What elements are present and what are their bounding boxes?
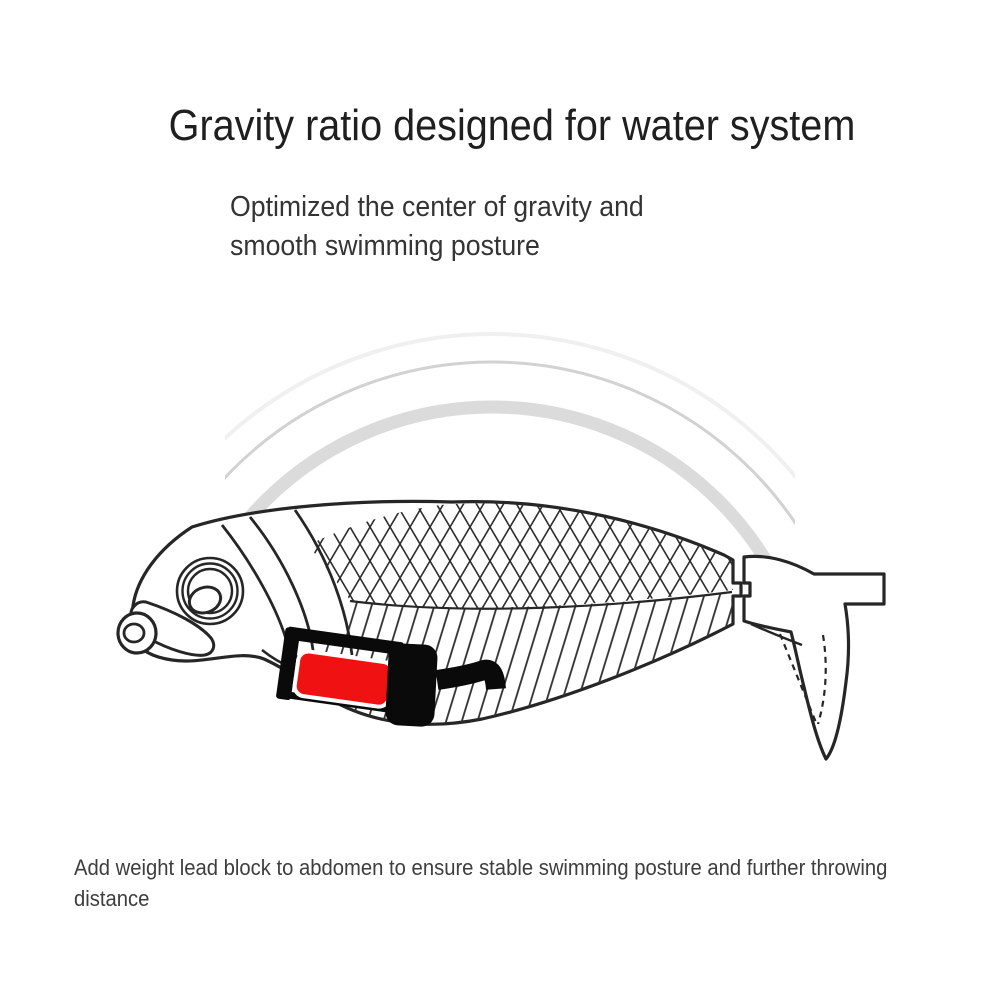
caption-line-1: Add weight lead block to abdomen to ensure stable swimming posture and further throwing <box>74 855 888 880</box>
page-title: Gravity ratio designed for water system <box>168 101 856 150</box>
tail-outline <box>744 556 884 759</box>
weight-holder-post <box>385 643 438 727</box>
mouth-ring-inner <box>124 624 144 642</box>
subtitle-line-2: smooth swimming posture <box>230 230 540 262</box>
tail-section <box>744 556 884 759</box>
eye <box>177 558 243 624</box>
subtitle-line-1: Optimized the center of gravity and <box>230 191 644 223</box>
caption-line-2: distance <box>74 886 150 911</box>
mouth-ring <box>118 613 156 653</box>
caption <box>74 852 887 914</box>
